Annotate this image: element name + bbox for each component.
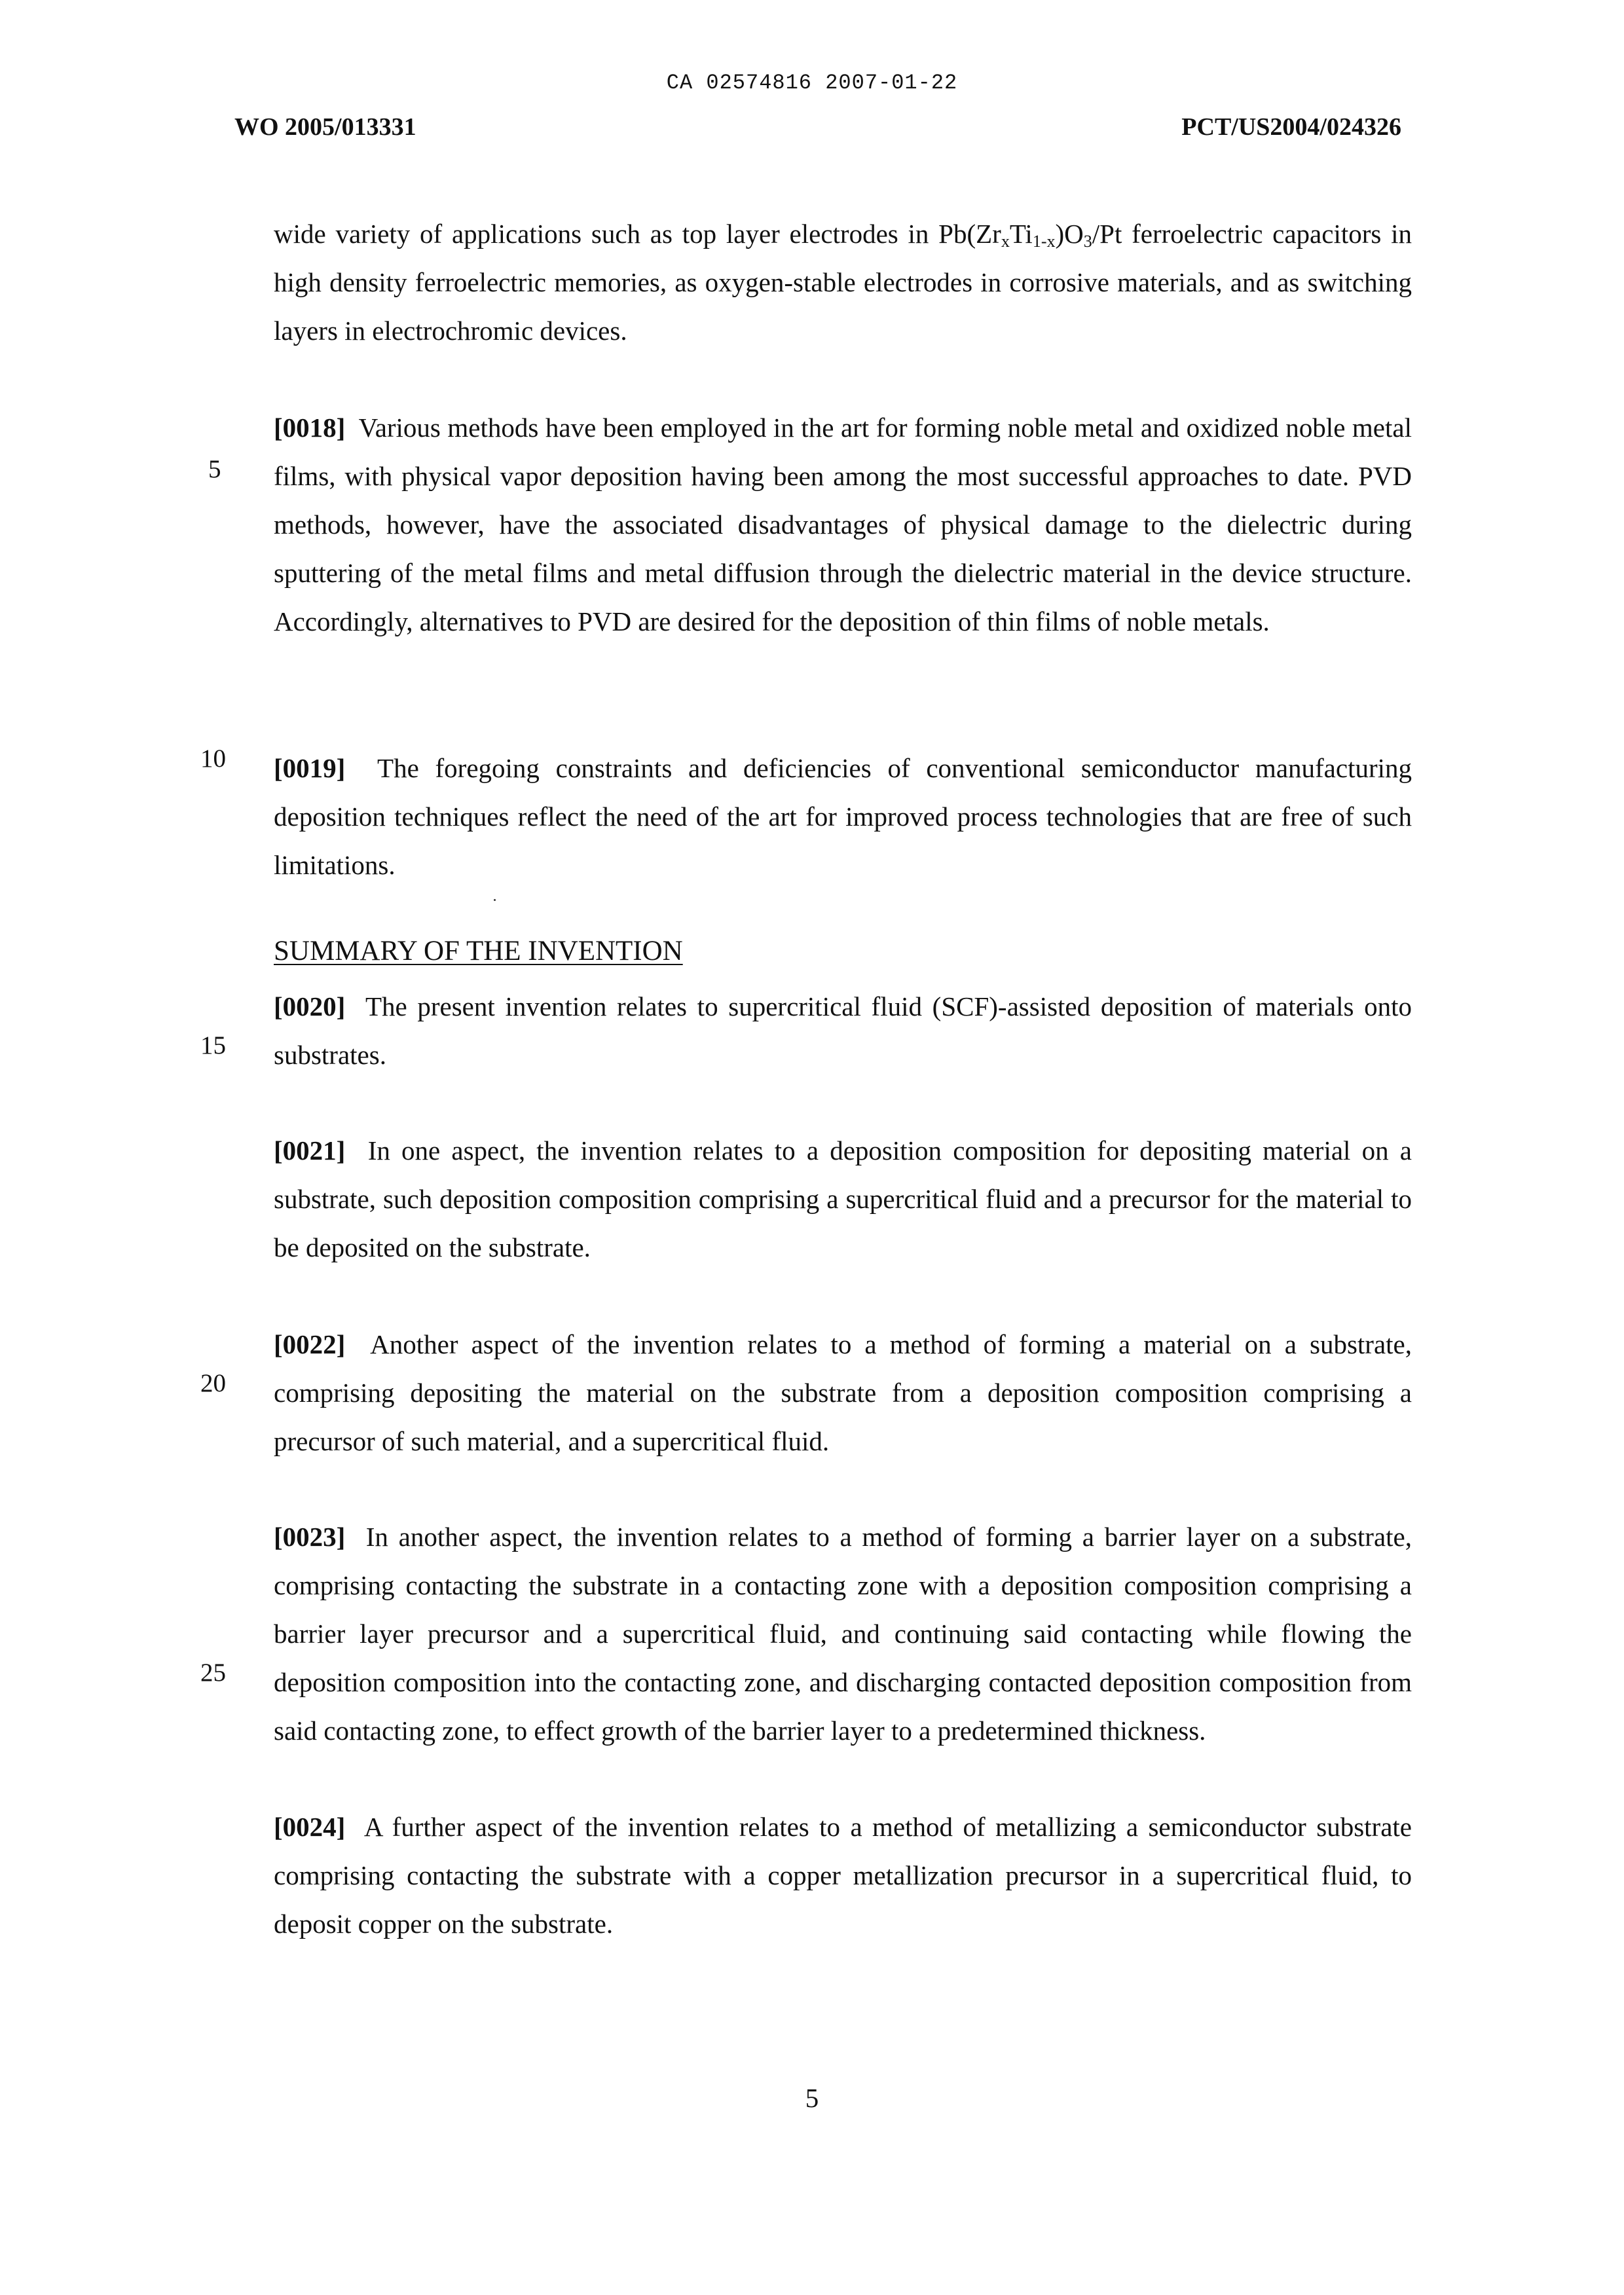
ca-application-number: CA 02574816 2007-01-22: [666, 71, 958, 95]
paragraph-0021: [0021] In one aspect, the invention relates to a deposition composition for depositing material on a substrate, such deposition composition comprising a supercritical fluid and a precursor for the material to be deposited on the substrate.: [274, 1135, 1412, 1262]
scan-speck: [494, 899, 496, 901]
page-number: 5: [805, 2083, 819, 2113]
line-number-5: 5: [208, 455, 221, 483]
line-number-10: 10: [200, 744, 226, 773]
paragraph-0018: [0018] Various methods have been employed in the art for forming noble metal and oxidized noble metal films, with physical vapor deposition having been among the most successful approaches to date. PVD methods, however, have the associated disadvantages of physical damage to the dielectric during sputtering of the metal films and metal diffusion through the dielectric material in the device structure. Accordingly, alternatives to PVD are desired for the deposition of thin films of noble metals.: [274, 413, 1412, 636]
section-heading: SUMMARY OF THE INVENTION: [274, 936, 683, 966]
paragraph-0022: [0022] Another aspect of the invention relates to a method of forming a material on a substrate, comprising depositing the material on the substrate from a deposition composition comprising a precursor of such material, and a supercritical fluid.: [274, 1329, 1412, 1456]
line-number-20: 20: [200, 1369, 226, 1397]
continuation-paragraph: wide variety of applications such as top layer electrodes in $Pb(Zr_xTi_{1-x})O_3/Pt$ ferroelectric capacitors in high density ferroelectric memories, as oxygen-stable electrodes in corrosive materials, and as switching layers in electrochromic devices.: [274, 219, 1412, 346]
line-number-25: 25: [200, 1659, 226, 1687]
paragraph-0023: [0023] In another aspect, the invention relates to a method of forming a barrier layer on a substrate, comprising contacting the substrate in a contacting zone with a deposition composition comprising a barrier layer precursor and a supercritical fluid, and continuing said contacting while flowing the deposition composition into the contacting zone, and discharging contacted deposition composition from said contacting zone, to effect growth of the barrier layer to a predetermined thickness.: [274, 1522, 1412, 1746]
paragraph-0024: [0024] A further aspect of the invention relates to a method of metallizing a semiconductor substrate comprising contacting the substrate with a copper metallization precursor in a supercritical fluid, to deposit copper on the substrate.: [274, 1812, 1412, 1939]
wo-publication-number: WO 2005/013331: [234, 113, 416, 141]
paragraph-0020: [0020] The present invention relates to supercritical fluid (SCF)-assisted deposition of materials onto substrates.: [274, 991, 1412, 1070]
pct-application-number: PCT/US2004/024326: [1181, 113, 1401, 141]
line-number-15: 15: [200, 1031, 226, 1059]
paragraph-0019: [0019] The foregoing constraints and deficiencies of conventional semiconductor manufacturing deposition techniques reflect the need of the art for improved process technologies that are free of such limitations.: [274, 753, 1412, 880]
